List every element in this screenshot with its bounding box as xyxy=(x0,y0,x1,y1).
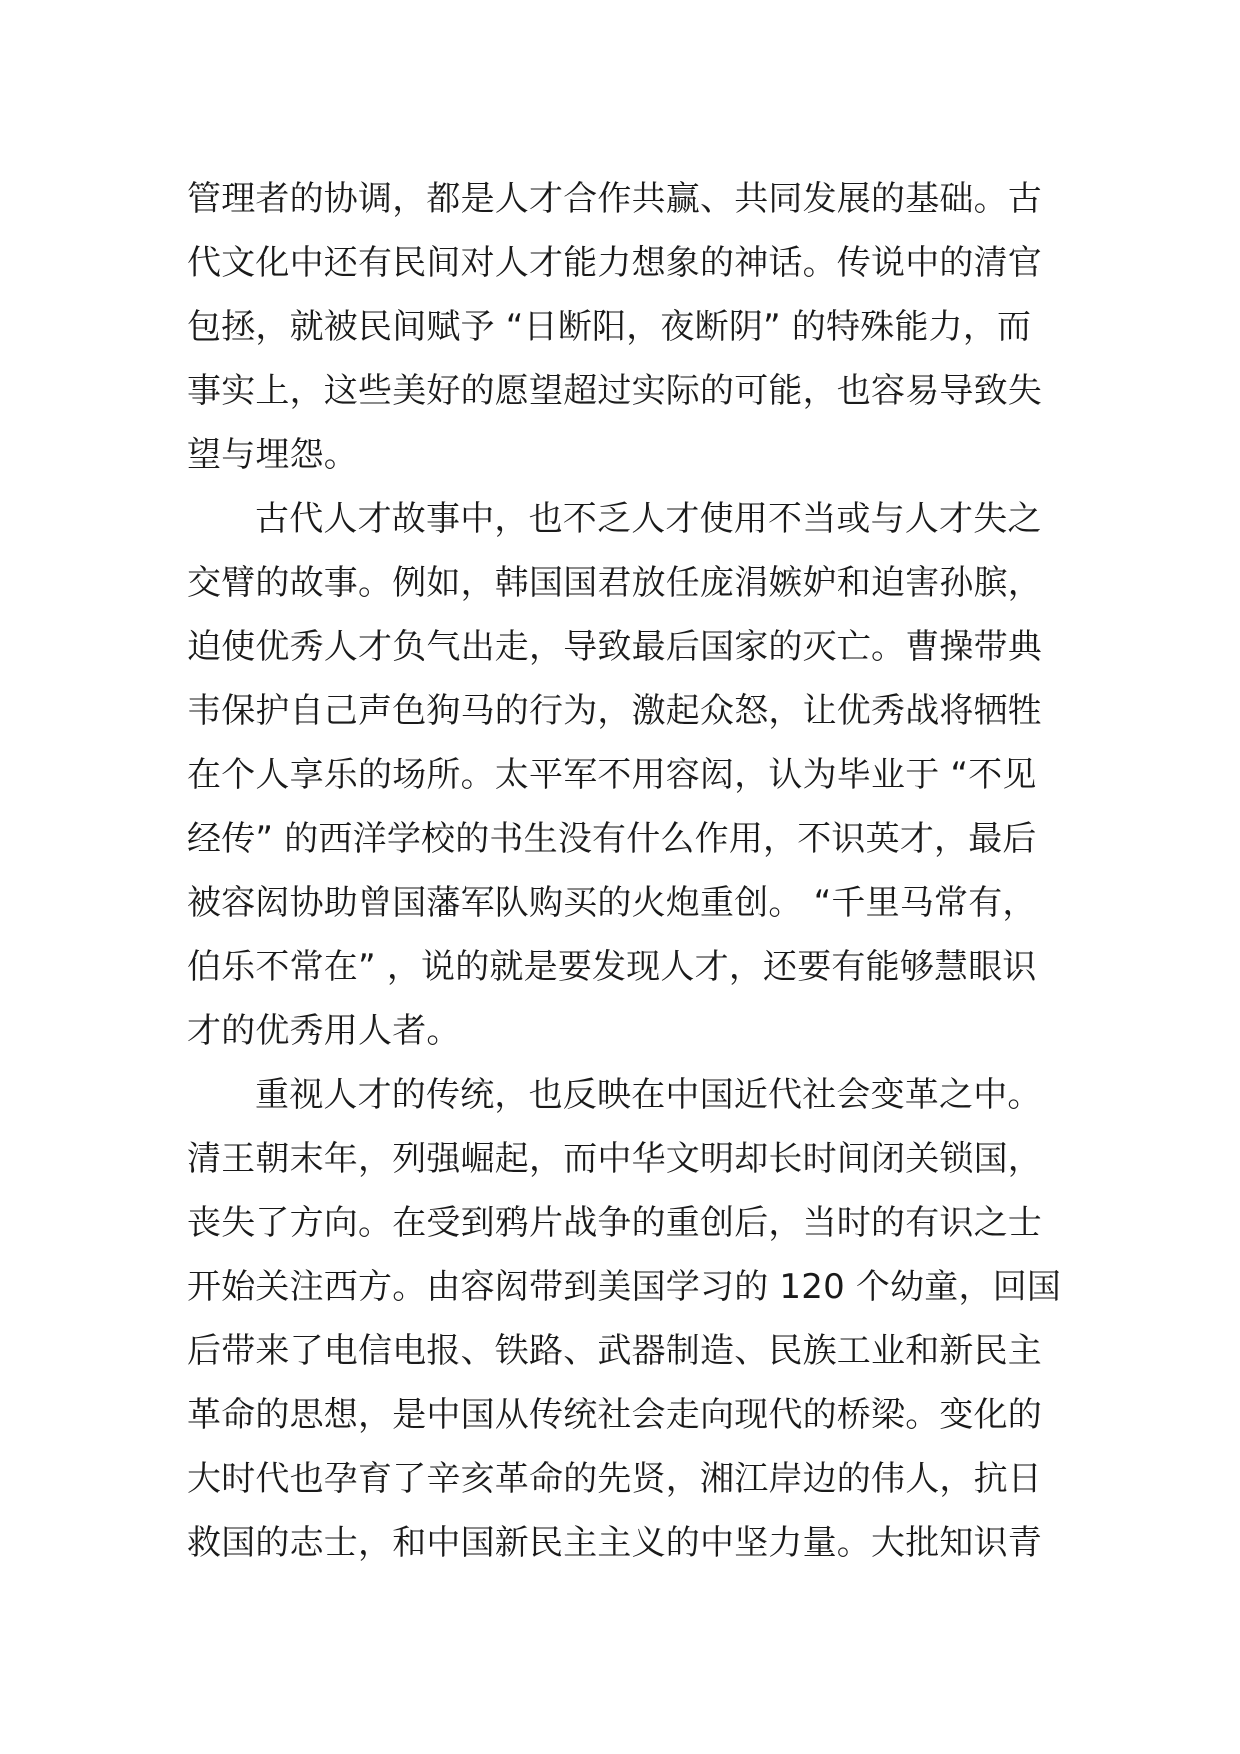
text-line: 望与埋怨。 xyxy=(187,435,358,475)
text-line: 革命的思想，是中国从传统社会走向现代的桥梁。变化的 xyxy=(187,1395,1042,1435)
text-line: 丧失了方向。在受到鸦片战争的重创后，当时的有识之士 xyxy=(187,1203,1042,1243)
text-line: 伯乐不常在” ，说的就是要发现人才，还要有能够慧眼识 xyxy=(187,947,1037,987)
text-line: 管理者的协调，都是人才合作共赢、共同发展的基础。古 xyxy=(187,179,1042,219)
paragraph-2 xyxy=(187,487,1067,1063)
text-line: 才的优秀用人者。 xyxy=(187,1011,461,1051)
text-line: 代文化中还有民间对人才能力想象的神话。传说中的清官 xyxy=(187,243,1042,283)
text-line: 大时代也孕育了辛亥革命的先贤，湘江岸边的伟人，抗日 xyxy=(187,1459,1042,1499)
text-line: 在个人享乐的场所。太平军不用容闳，认为毕业于 “不见 xyxy=(187,755,1037,795)
text-line: 韦保护自己声色狗马的行为，激起众怒，让优秀战将牺牲 xyxy=(187,691,1042,731)
text-line: 交臂的故事。例如，韩国国君放任庞涓嫉妒和迫害孙膑， xyxy=(187,563,1042,603)
paragraph-1 xyxy=(187,167,1067,487)
text-line: 事实上，这些美好的愿望超过实际的可能，也容易导致失 xyxy=(187,371,1042,411)
text-line: 重视人才的传统，也反映在中国近代社会变革之中。 xyxy=(255,1075,1042,1115)
paragraph-3 xyxy=(187,1063,1067,1575)
text-line: 救国的志士，和中国新民主主义的中坚力量。大批知识青 xyxy=(187,1523,1042,1563)
text-line: 清王朝末年，列强崛起，而中华文明却长时间闭关锁国， xyxy=(187,1139,1042,1179)
text-line: 开始关注西方。由容闳带到美国学习的 120 个幼童，回国 xyxy=(187,1267,1062,1307)
text-line: 被容闳协助曾国藩军队购买的火炮重创。 “千里马常有， xyxy=(187,883,1037,923)
text-line: 包拯，就被民间赋予 “日断阳，夜断阴” 的特殊能力，而 xyxy=(187,307,1032,347)
text-line: 古代人才故事中，也不乏人才使用不当或与人才失之 xyxy=(255,499,1042,539)
text-line: 迫使优秀人才负气出走，导致最后国家的灭亡。曹操带典 xyxy=(187,627,1042,667)
text-line: 经传” 的西洋学校的书生没有什么作用，不识英才，最后 xyxy=(187,819,1037,859)
body-text xyxy=(187,167,1067,1575)
text-line: 后带来了电信电报、铁路、武器制造、民族工业和新民主 xyxy=(187,1331,1042,1371)
